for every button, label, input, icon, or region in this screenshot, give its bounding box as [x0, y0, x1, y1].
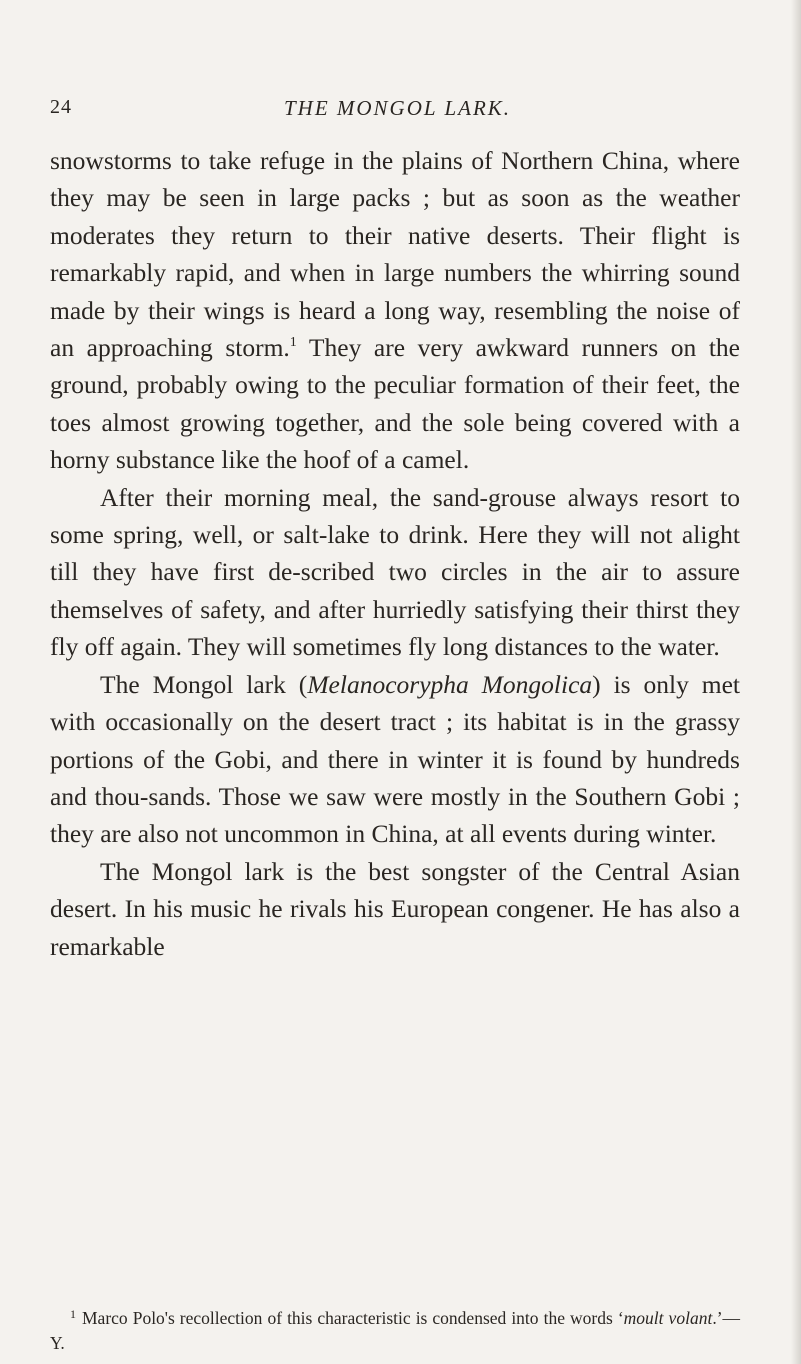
footnote: [50, 1306, 740, 1356]
paragraph-3-text-a: The Mongol lark (: [100, 669, 308, 699]
footnote-reference: 1: [289, 335, 297, 351]
page-edge-shadow: [791, 0, 801, 1364]
paragraph-4: The Mongol lark is the best songster of the Central Asian desert. In his music he rivals his European congener. He has also a remarkable: [50, 856, 740, 961]
footnote-quote: moult volant: [623, 1308, 713, 1328]
footnote-text: [50, 1306, 740, 1356]
paragraph-1-text-a: snowstorms to take refuge in the plains of Northern China, where they may be seen in large packs ; but as soon as the weather moderates they return to their native deserts. Their flight is remarkably rapid, and when in large numbers the whirring sound made by their wings is heard a long way, resembling the noise of an approaching storm.: [50, 146, 740, 363]
paragraph-3: [50, 666, 740, 853]
page-number: 24: [50, 96, 72, 118]
paragraph-2: After their morning meal, the sand-grouse always resort to some spring, well, or salt-lake to drink. Here they will not alight till they have first de-scribed two circles in the air to assure themselves of safety, and after hurriedly satisfying their thirst they fly off again. They will sometimes fly long distances to the water.: [50, 482, 740, 662]
species-name: Melanocorypha Mongolica: [307, 669, 593, 699]
running-head: [50, 96, 745, 126]
running-title: THE MONGOL LARK.: [283, 96, 512, 120]
paragraph-1-text-b: They are very awkward runners on the ground, probably owing to the peculiar formation of their feet, the toes almost growing together, and the sole being covered with a horny substance like the hoof of a camel.: [50, 333, 740, 475]
body-text: [50, 142, 740, 965]
footnote-marker: 1: [70, 1307, 76, 1321]
paragraph-3-text-b: ) is only met with occasionally on the desert tract ; its habitat is in the grassy portions of the Gobi, and there in winter it is found by hundreds and thou-sands. Those we saw were mostly in the Southern Gobi ; they are also not uncommon in China, at all events during winter.: [50, 669, 741, 849]
footnote-text-b: .’—Y.: [50, 1308, 741, 1353]
footnote-text-a: Marco Polo's recollection of this characteristic is condensed into the words ‘: [82, 1308, 624, 1328]
paragraph-1: [50, 142, 740, 479]
